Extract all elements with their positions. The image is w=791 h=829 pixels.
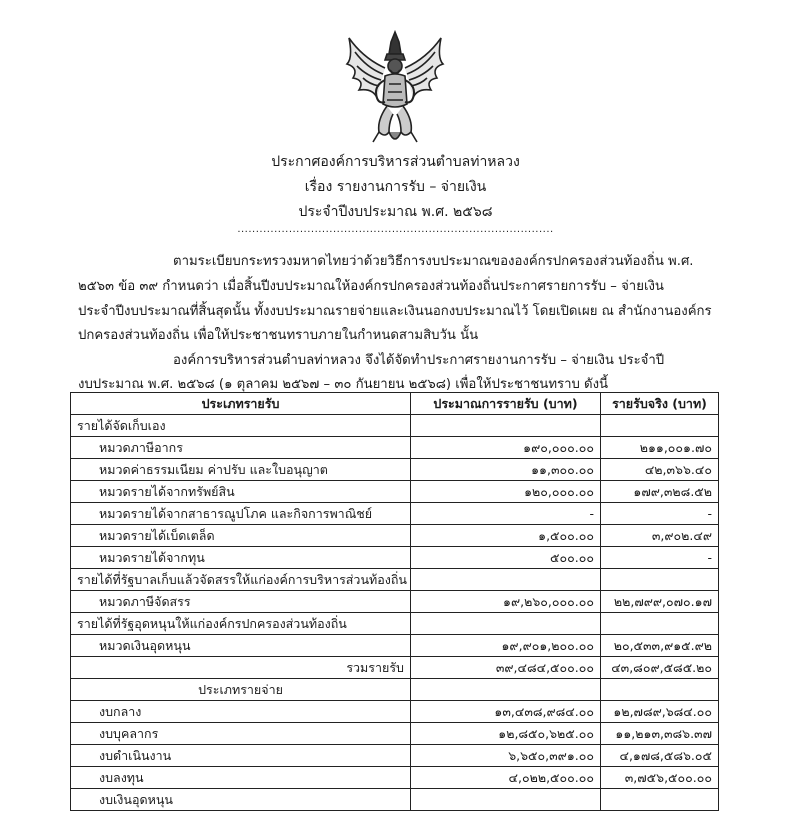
estimate-cell: ๑๒๐,๐๐๐.๐๐ xyxy=(411,481,601,503)
row-label: งบเงินอุดหนุน xyxy=(71,789,411,811)
actual-cell: ๒๑๑,๐๐๑.๗๐ xyxy=(601,437,719,459)
fiscal-year-line: ประจำปีงบประมาณ พ.ศ. ๒๕๖๘ xyxy=(298,204,493,220)
estimate-cell: ๕๐๐.๐๐ xyxy=(411,547,601,569)
row-label: งบกลาง xyxy=(71,701,411,723)
actual-cell: ๔๒,๓๖๖.๔๐ xyxy=(601,459,719,481)
row-label: รายได้ที่รัฐบาลเก็บแล้วจัดสรรให้แก่องค์การบริหารส่วนท้องถิ่น xyxy=(71,569,411,591)
estimate-cell: ๑๙,๙๐๑,๒๐๐.๐๐ xyxy=(411,635,601,657)
estimate-cell xyxy=(411,613,601,635)
actual-cell: ๑๗๙,๓๒๘.๕๒ xyxy=(601,481,719,503)
actual-cell: - xyxy=(601,503,719,525)
column-header: รายรับจริง (บาท) xyxy=(601,393,719,415)
table-row xyxy=(71,701,719,723)
actual-cell: - xyxy=(601,547,719,569)
table-row xyxy=(71,789,719,811)
estimate-cell: ๑๒,๘๕๐,๖๒๕.๐๐ xyxy=(411,723,601,745)
total-income-row xyxy=(71,657,719,679)
table-row xyxy=(71,745,719,767)
expense-header-row xyxy=(71,679,719,701)
table-row xyxy=(71,415,719,437)
row-label: งบลงทุน xyxy=(71,767,411,789)
expense-header: ประเภทรายจ่าย xyxy=(71,679,411,701)
column-header: ประเภทรายรับ xyxy=(71,393,411,415)
table-row xyxy=(71,723,719,745)
income-expense-table xyxy=(70,392,719,811)
actual-cell: ๓,๙๐๒.๔๙ xyxy=(601,525,719,547)
estimate-cell xyxy=(411,569,601,591)
estimate-cell: ๑,๕๐๐.๐๐ xyxy=(411,525,601,547)
paragraph-line: ตามระเบียบกระทรวงมหาดไทยว่าด้วยวิธีการงบประมาณขององค์กรปกครองส่วนท้องถิ่น พ.ศ. xyxy=(173,254,694,269)
table-row xyxy=(71,613,719,635)
actual-cell xyxy=(601,789,719,811)
table-header-row xyxy=(71,393,719,415)
actual-cell: ๒๒,๗๙๙,๐๗๐.๑๗ xyxy=(601,591,719,613)
estimate-cell: ๖,๖๕๐,๓๙๑.๐๐ xyxy=(411,745,601,767)
garuda-emblem-icon xyxy=(343,28,447,148)
announcement-title: ประกาศองค์การบริหารส่วนตำบลท่าหลวง xyxy=(271,154,520,170)
table-row xyxy=(71,459,719,481)
row-label: หมวดภาษีอากร xyxy=(71,437,411,459)
row-label: งบดำเนินงาน xyxy=(71,745,411,767)
paragraph-line: งบประมาณ พ.ศ. ๒๕๖๘ (๑ ตุลาคม ๒๕๖๗ – ๓๐ กันยายน ๒๕๖๘) เพื่อให้ประชาชนทราบ ดังนี้ xyxy=(78,377,609,392)
total-label: รวมรายรับ xyxy=(71,657,411,679)
actual-cell: ๒๐,๕๓๓,๙๑๕.๙๒ xyxy=(601,635,719,657)
table-row xyxy=(71,569,719,591)
table-row xyxy=(71,437,719,459)
actual-cell: ๑๑,๒๑๓,๓๘๖.๓๗ xyxy=(601,723,719,745)
row-label: หมวดรายได้จากสาธารณูปโภค และกิจการพาณิชย์ xyxy=(71,503,411,525)
announcement-subject: เรื่อง รายงานการรับ – จ่ายเงิน xyxy=(304,179,487,195)
row-label: หมวดรายได้เบ็ดเตล็ด xyxy=(71,525,411,547)
estimate-cell: ๑๓,๔๓๘,๙๘๔.๐๐ xyxy=(411,701,601,723)
table-row xyxy=(71,767,719,789)
estimate-cell: ๑๙,๒๖๐,๐๐๐.๐๐ xyxy=(411,591,601,613)
column-header: ประมาณการรายรับ (บาท) xyxy=(411,393,601,415)
row-label: รายได้ที่รัฐอุดหนุนให้แก่องค์กรปกครองส่วนท้องถิ่น xyxy=(71,613,411,635)
actual-cell: ๔,๑๗๘,๕๘๖.๐๕ xyxy=(601,745,719,767)
table-row xyxy=(71,635,719,657)
actual-cell: ๓,๗๕๖,๕๐๐.๐๐ xyxy=(601,767,719,789)
actual-cell xyxy=(601,613,719,635)
table-row xyxy=(71,503,719,525)
estimate-cell: ๔,๐๒๒,๕๐๐.๐๐ xyxy=(411,767,601,789)
row-label: รายได้จัดเก็บเอง xyxy=(71,415,411,437)
row-label: งบบุคลากร xyxy=(71,723,411,745)
actual-cell xyxy=(601,415,719,437)
paragraph-line: ประจำปีงบประมาณที่สิ้นสุดนั้น ทั้งงบประมาณรายจ่ายและเงินนอกงบประมาณไว้ โดยเปิดเผย ณ สำนักงานองค์กร xyxy=(78,304,712,319)
row-label: หมวดรายได้จากทรัพย์สิน xyxy=(71,481,411,503)
row-label: หมวดภาษีจัดสรร xyxy=(71,591,411,613)
table-row xyxy=(71,591,719,613)
separator-line: ...................................................................................... xyxy=(237,224,554,235)
actual-cell: ๑๒,๗๘๙,๖๘๔.๐๐ xyxy=(601,701,719,723)
total-estimate: ๓๙,๔๘๔,๕๐๐.๐๐ xyxy=(411,657,601,679)
estimate-cell: ๑๑,๓๐๐.๐๐ xyxy=(411,459,601,481)
row-label: หมวดเงินอุดหนุน xyxy=(71,635,411,657)
estimate-cell xyxy=(411,789,601,811)
actual-cell xyxy=(601,569,719,591)
paragraph-line: ปกครองส่วนท้องถิ่น เพื่อให้ประชาชนทราบภายในกำหนดสามสิบวัน นั้น xyxy=(78,328,479,343)
total-actual: ๔๓,๘๐๙,๕๘๕.๒๐ xyxy=(601,657,719,679)
paragraph-line: ๒๕๖๓ ข้อ ๓๙ กำหนดว่า เมื่อสิ้นปีงบประมาณให้องค์กรปกครองส่วนท้องถิ่นประกาศรายการรับ – จ่ายเงิน xyxy=(78,279,664,294)
estimate-cell xyxy=(411,415,601,437)
estimate-cell: - xyxy=(411,503,601,525)
table-row xyxy=(71,525,719,547)
table-row xyxy=(71,481,719,503)
row-label: หมวดรายได้จากทุน xyxy=(71,547,411,569)
table-row xyxy=(71,547,719,569)
estimate-cell: ๑๙๐,๐๐๐.๐๐ xyxy=(411,437,601,459)
paragraph-line: องค์การบริหารส่วนตำบลท่าหลวง จึงได้จัดทำประกาศรายงานการรับ – จ่ายเงิน ประจำปี xyxy=(173,353,665,368)
row-label: หมวดค่าธรรมเนียม ค่าปรับ และใบอนุญาต xyxy=(71,459,411,481)
